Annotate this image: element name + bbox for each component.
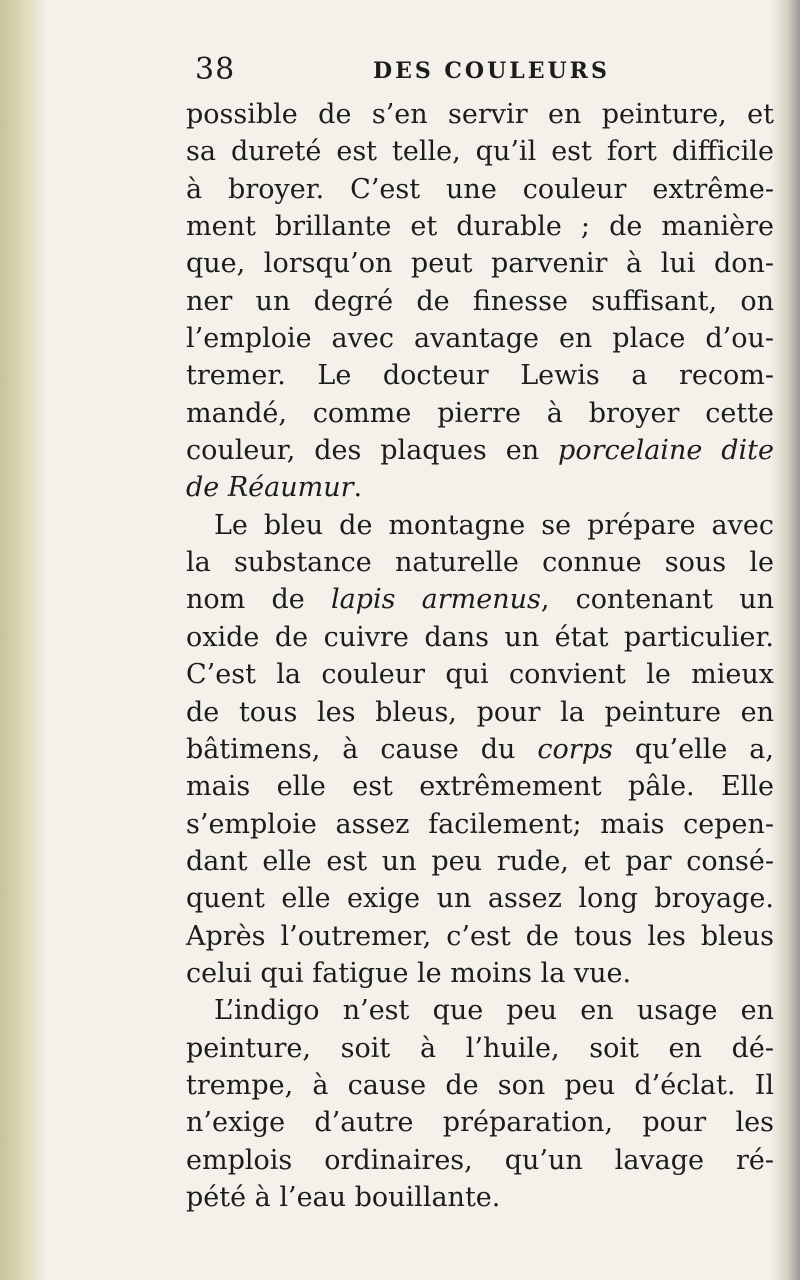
text-line: celui qui fatigue le moins la vue. <box>186 957 632 989</box>
page-number: 38 <box>195 52 236 87</box>
text-line: de tous les bleus, pour la peinture en <box>186 696 774 728</box>
text-line: tremer. Le docteur Lewis a recom- <box>186 360 774 392</box>
text-line: oxide de cuivre dans un état particulier. <box>186 621 774 653</box>
page-edge-left <box>0 0 46 1280</box>
page-edge-right <box>770 0 800 1280</box>
text-line: la substance naturelle connue sous le <box>186 547 774 579</box>
text-line: couleur, des plaques en porcelaine dite <box>186 435 774 467</box>
text-line: bâtimens, à cause du corps qu’elle a, <box>186 733 774 765</box>
text-line: quent elle exige un assez long broyage. <box>186 883 774 915</box>
text-line: peinture, soit à l’huile, soit en dé- <box>186 1032 774 1064</box>
paragraph-start: Le bleu de montagne se prépare avec <box>214 509 774 541</box>
text-line: que, lorsqu’on peut parvenir à lui don- <box>186 248 774 280</box>
italic-text: lapis armenus <box>330 584 541 616</box>
text-line: l’emploie avec avantage en place d’ou- <box>186 323 774 355</box>
italic-text: de Réaumur <box>186 472 354 504</box>
text-line: Après l’outremer, c’est de tous les bleus <box>186 920 774 952</box>
paragraph-start: L’indigo n’est que peu en usage en <box>214 995 774 1027</box>
text-line: ner un degré de finesse suffisant, on <box>186 285 774 317</box>
text-line: mais elle est extrêmement pâle. Elle <box>186 771 774 803</box>
text-line: nom de lapis armenus, contenant un <box>186 584 774 616</box>
text-line: trempe, à cause de son peu d’éclat. Il <box>186 1069 774 1101</box>
text-line: C’est la couleur qui convient le mieux <box>186 659 774 691</box>
text-line: de Réaumur. <box>186 472 363 504</box>
text-line: dant elle est un peu rude, et par consé- <box>186 845 774 877</box>
page-header <box>195 52 780 92</box>
text-line: emplois ordinaires, qu’un lavage ré- <box>186 1144 774 1176</box>
text-line: mandé, comme pierre à broyer cette <box>186 397 774 429</box>
text-line: n’exige d’autre préparation, pour les <box>186 1107 774 1139</box>
text-line: sa dureté est telle, qu’il est fort difficile <box>186 136 774 168</box>
text-line: pété à l’eau bouillante. <box>186 1181 501 1213</box>
text-line: à broyer. C’est une couleur extrême- <box>186 173 774 205</box>
italic-text: corps <box>537 733 613 765</box>
text-line: possible de s’en servir en peinture, et <box>186 99 774 130</box>
text-line: ment brillante et durable ; de manière <box>186 211 774 243</box>
text-line: s’emploie assez facilement; mais cepen- <box>186 808 774 840</box>
body-text <box>186 96 774 1216</box>
italic-text: porcelaine dite <box>558 435 774 467</box>
running-head: DES COULEURS <box>373 58 610 84</box>
